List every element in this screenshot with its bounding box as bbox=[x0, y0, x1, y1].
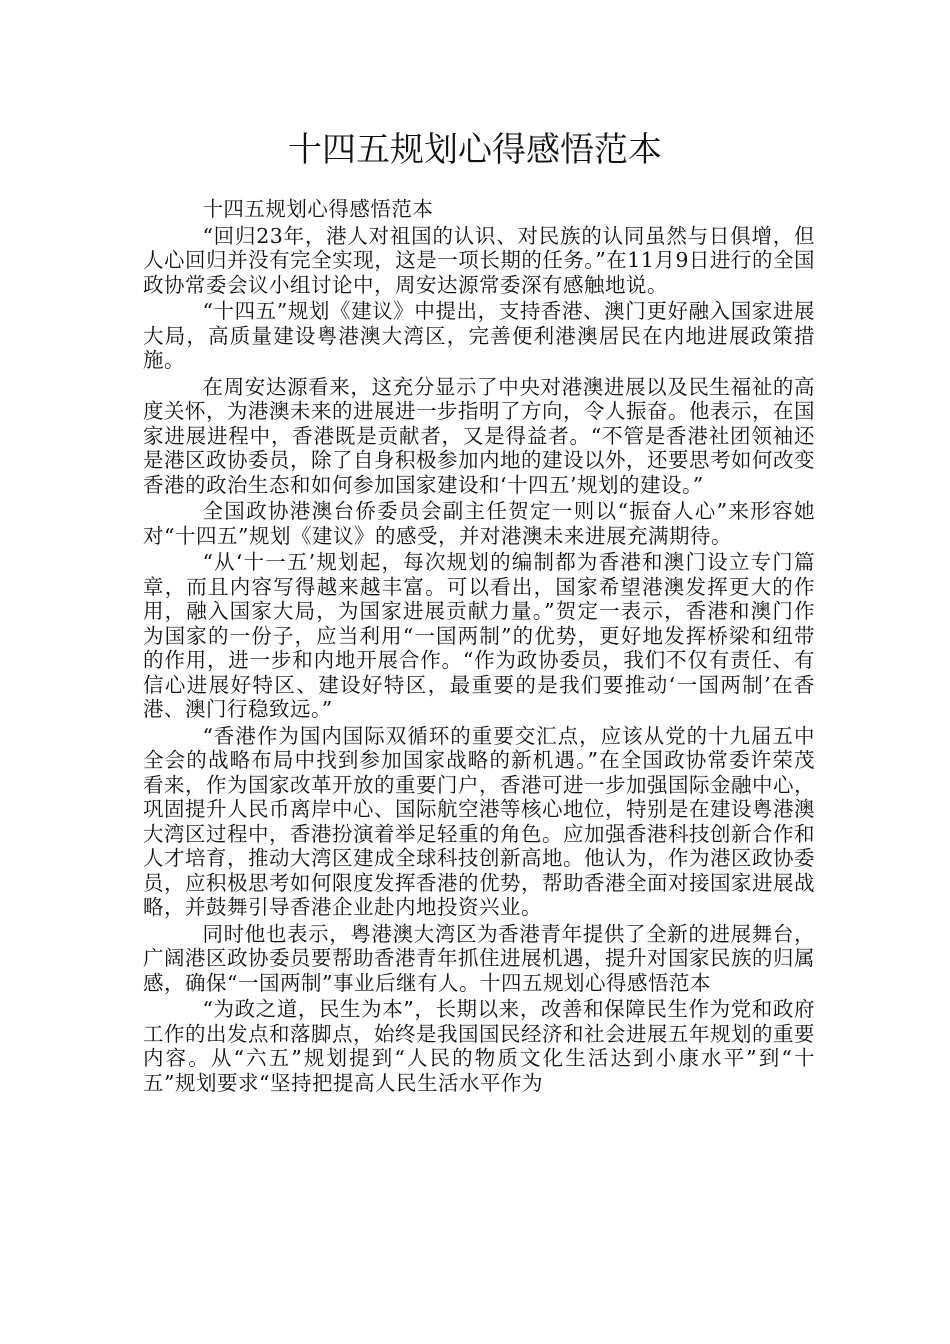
document-title: 十四五规划心得感悟范本 bbox=[288, 130, 662, 170]
document-body bbox=[143, 197, 815, 1097]
paragraph: “香港作为国内国际双循环的重要交汇点，应该从党的十九届五中全会的战略布局中找到参加国家战略的新机遇。”在全国政协常委许荣茂看来，作为国家改革开放的重要门户，香港可进一步加强国际金融中心，巩固提升人民币离岸中心、国际航空港等核心地位，特别是在建设粤港澳大湾区过程中，香港扮演着举足轻重的角色。应加强香港科技创新合作和人才培育，推动大湾区建成全球科技创新高地。他认为，作为港区政协委员，应积极思考如何限度发挥香港的优势，帮助香港全面对接国家进展战略，并鼓舞引导香港企业赴内地投资兴业。 bbox=[143, 723, 815, 919]
paragraph: 同时他也表示，粤港澳大湾区为香港青年提供了全新的进展舞台，广阔港区政协委员要帮助香港青年抓住进展机遇，提升对国家民族的归属感，确保“一国两制”事业后继有人。十四五规划心得感悟范本 bbox=[143, 921, 815, 995]
paragraph: “从‘十一五’规划起，每次规划的编制都为香港和澳门设立专门篇章，而且内容写得越来越丰富。可以看出，国家希望港澳发挥更大的作用，融入国家大局，为国家进展贡献力量。”贺定一表示，香港和澳门作为国家的一份子，应当利用“一国两制”的优势，更好地发挥桥梁和纽带的作用，进一步和内地开展合作。“作为政协委员，我们不仅有责任、有信心进展好特区、建设好特区，最重要的是我们要推动‘一国两制’在香港、澳门行稳致远。” bbox=[143, 550, 815, 721]
paragraph: 全国政协港澳台侨委员会副主任贺定一则以“振奋人心”来形容她对“十四五”规划《建议》的感受，并对港澳未来进展充满期待。 bbox=[143, 499, 815, 548]
paragraph: “为政之道，民生为本”，长期以来，改善和保障民生作为党和政府工作的出发点和落脚点，始终是我国国民经济和社会进展五年规划的重要内容。从“六五”规划提到“人民的物质文化生活达到小康水平”到“十五”规划要求“坚持把提高人民生活水平作为 bbox=[143, 997, 815, 1095]
paragraph: “十四五”规划《建议》中提出，支持香港、澳门更好融入国家进展大局，高质量建设粤港澳大湾区，完善便利港澳居民在内地进展政策措施。 bbox=[143, 299, 815, 372]
paragraph: “回归23年，港人对祖国的认识、对民族的认同虽然与日俱增，但人心回归并没有完全实现，这是一项长期的任务。”在11月9日进行的全国政协常委会议小组讨论中，周安达源常委深有感触地说。 bbox=[143, 223, 815, 297]
paragraph-subtitle: 十四五规划心得感悟范本 bbox=[202, 197, 434, 221]
paragraph: 在周安达源看来，这充分显示了中央对港澳进展以及民生福祉的高度关怀，为港澳未来的进展进一步指明了方向，令人振奋。他表示，在国家进展进程中，香港既是贡献者，又是得益者。“不管是香港社团领袖还是港区政协委员，除了自身积极参加内地的建设以外，还要思考如何改变香港的政治生态和如何参加国家建设和‘十四五’规划的建设。” bbox=[143, 374, 815, 497]
